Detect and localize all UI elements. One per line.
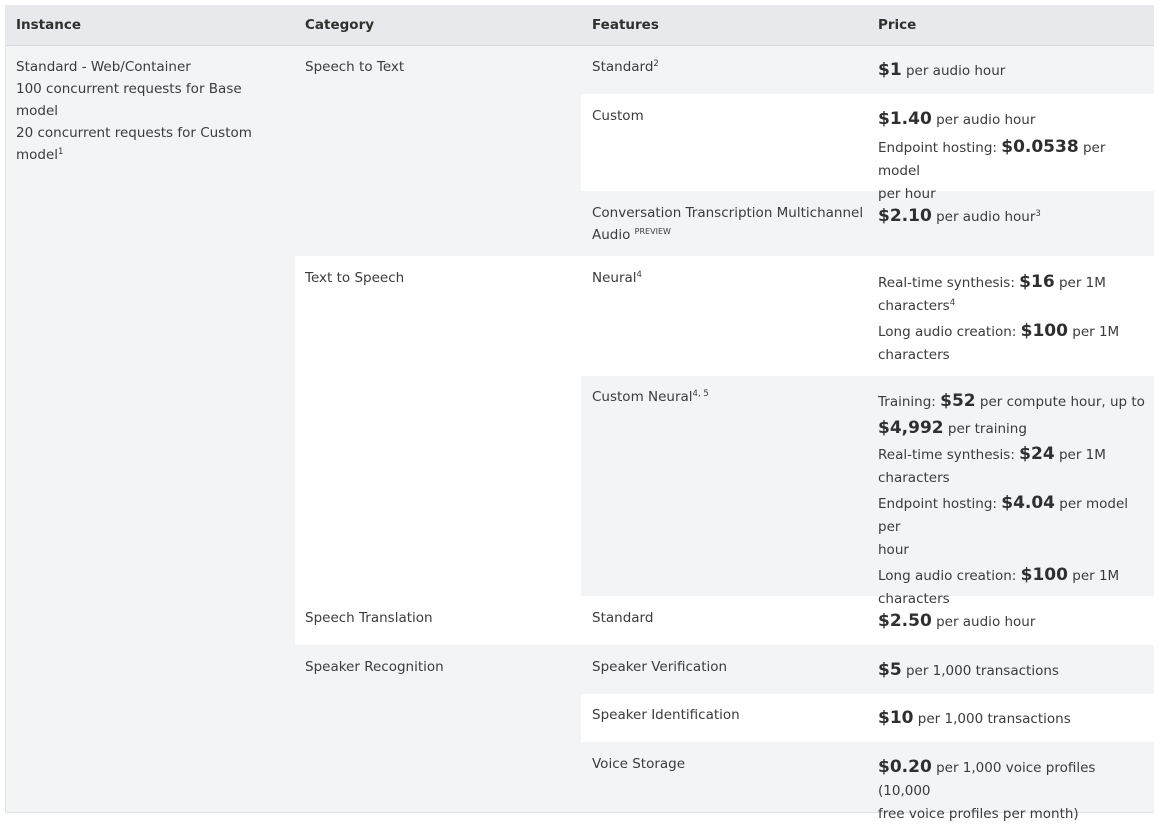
footnote-marker: 3 — [1035, 209, 1041, 219]
feature-sr-verification: Speaker Verification — [592, 659, 728, 675]
footnote-marker: 4, 5 — [692, 389, 709, 399]
price-sr-voice-storage: $0.20 per 1,000 voice profiles (10,000 free voice profiles per month) — [878, 757, 1096, 822]
row-bg-tts-custom-neural — [295, 376, 581, 596]
price-sr-verification: $5 per 1,000 transactions — [878, 660, 1059, 680]
pricing-table — [5, 5, 1154, 822]
category-speaker-recognition: Speaker Recognition — [305, 659, 444, 675]
price-st-standard: $2.50 per audio hour — [878, 611, 1036, 631]
feature-tts-custom-neural: Custom Neural$^{4, 5}$ — [592, 389, 709, 405]
table-border-left — [5, 45, 6, 813]
instance-line: 20 concurrent requests for Custom — [16, 125, 252, 141]
category-speech-translation: Speech Translation — [305, 610, 433, 626]
feature-stt-conversation: Conversation Transcription Multichannel Audio $^{PREVIEW}$ — [592, 205, 864, 243]
table-header — [5, 5, 1154, 45]
footnote-marker: 2 — [653, 59, 659, 69]
feature-sr-voice-storage: Voice Storage — [592, 756, 686, 772]
price-stt-standard: $1 per audio hour — [878, 60, 1006, 80]
footnote-marker: 4 — [949, 298, 956, 308]
header-features: Features — [592, 17, 659, 33]
price-tts-custom-neural: Training: $52 per compute hour, up to $4,992 per training Real-time synthesis: $24 per 1M characters Endpoint hosting: $4.04 per model per hour Long audio creation: $100 per 1M characters — [878, 391, 1145, 607]
header-divider — [5, 45, 1154, 46]
category-speech-to-text: Speech to Text — [305, 59, 405, 75]
price-stt-custom: $1.40 per audio hour Endpoint hosting: $0.0538 per model per hour — [878, 109, 1106, 202]
header-price: Price — [878, 17, 917, 33]
feature-tts-neural: Neural$^4$ — [592, 270, 642, 286]
price-stt-conversation: $2.10 per audio hour$^3$ — [878, 206, 1041, 226]
instance-cell — [16, 56, 286, 166]
feature-stt-custom: Custom — [592, 108, 644, 124]
feature-st-standard: Standard — [592, 610, 654, 626]
price-sr-identification: $10 per 1,000 transactions — [878, 708, 1071, 728]
header-instance: Instance — [16, 17, 82, 33]
instance-line: 100 concurrent requests for Base model — [16, 81, 242, 119]
header-category: Category — [305, 17, 375, 33]
preview-badge: PREVIEW — [634, 227, 671, 236]
footnote-marker: 1 — [58, 147, 64, 157]
feature-stt-standard: Standard$^2$ — [592, 59, 659, 75]
category-text-to-speech: Text to Speech — [305, 270, 405, 286]
feature-sr-identification: Speaker Identification — [592, 707, 740, 723]
price-tts-neural: Real-time synthesis: $16 per 1M characters$^4$ Long audio creation: $100 per 1M characters — [878, 272, 1120, 363]
footnote-marker: 4 — [636, 270, 642, 280]
instance-line: Standard - Web/Container — [16, 59, 191, 75]
instance-line: model$^1$ — [16, 147, 64, 163]
